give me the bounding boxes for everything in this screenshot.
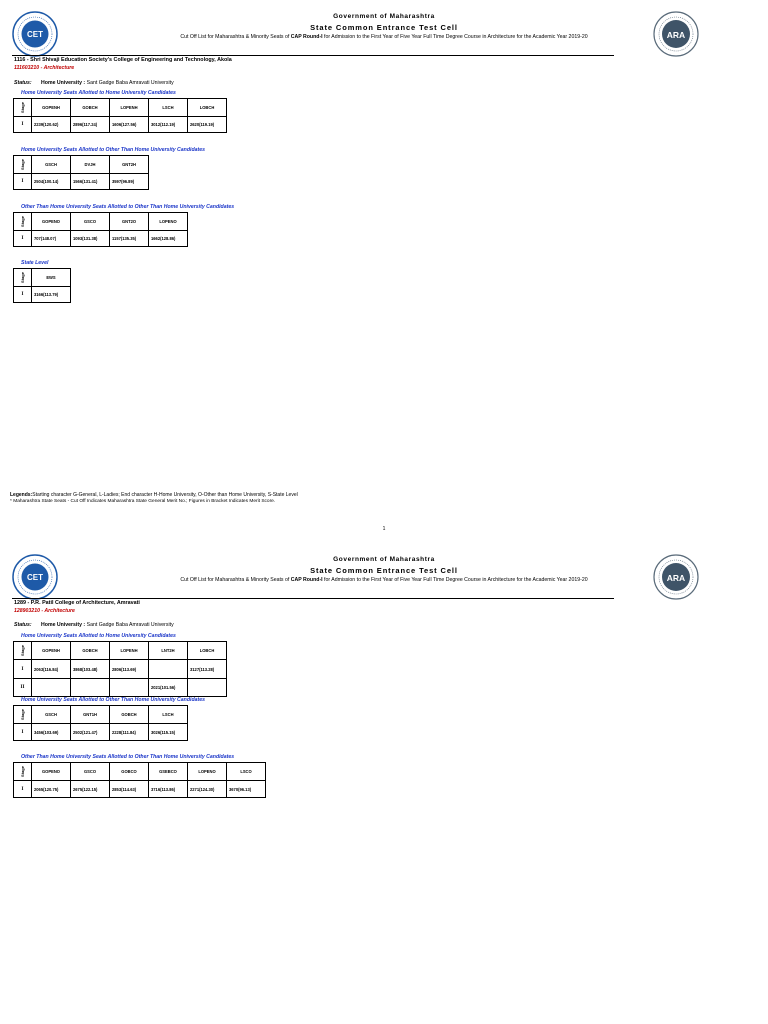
college-name: 1289 - P.R. Patil College of Architecture, Amravati	[14, 600, 140, 606]
table-header-row	[14, 213, 188, 231]
cutoff-cell: 1566(131.41)	[71, 174, 110, 190]
page-number: 1	[382, 526, 386, 532]
cutoff-table	[13, 98, 227, 133]
cutoff-cell: 3026(115.15)	[149, 724, 188, 741]
section-title: Home University Seats Allotted to Home University Candidates	[21, 90, 176, 96]
svg-text:ARA: ARA	[666, 573, 686, 583]
stage-cell: I	[14, 117, 32, 133]
cutoff-cell: 2896(117.24)	[71, 117, 110, 133]
column-header: GOBCO	[110, 763, 149, 781]
cutoff-table	[13, 641, 227, 697]
cutoff-cell: 2021(101.56)	[149, 679, 188, 697]
cutoff-cell: 1606(127.56)	[110, 117, 149, 133]
cutoff-cell: 1662(128.86)	[149, 231, 188, 247]
section-title: Other Than Home University Seats Allotted to Other Than Home University Candidates	[21, 204, 235, 210]
cutoff-cell	[110, 679, 149, 697]
page-2	[0, 545, 768, 1024]
table-row	[14, 724, 188, 741]
column-header: GOBCH	[71, 642, 110, 660]
cutoff-cell	[188, 679, 227, 697]
status-line	[14, 80, 174, 86]
cutoff-cell: 3166(113.79)	[32, 287, 71, 303]
stage-header: Stage	[14, 706, 32, 724]
stage-cell: I	[14, 660, 32, 679]
cutoff-table	[13, 212, 188, 247]
svg-text:ARA: ARA	[666, 30, 686, 40]
column-header: GOPENH	[32, 99, 71, 117]
column-header: LSCO	[227, 763, 266, 781]
cutoff-cell: 3127(113.28)	[188, 660, 227, 679]
table-header-row	[14, 269, 71, 287]
cutoff-cell: 2620(119.19)	[188, 117, 227, 133]
header-subtitle	[0, 34, 768, 40]
course-code: 111603210 - Architecture	[14, 65, 75, 71]
table-row	[14, 117, 227, 133]
home-university-label: Home University :	[41, 622, 86, 628]
table-header-row	[14, 642, 227, 660]
cutoff-cell: 2853(114.63)	[110, 781, 149, 798]
cutoff-cell: 3670(96.13)	[227, 781, 266, 798]
column-header: GOPENO	[32, 213, 71, 231]
subtitle-post: for Admission to the First Year of Five Year Full Time Degree Course in Architecture for the Academic Year 2019-20	[322, 577, 588, 583]
cutoff-table	[13, 762, 266, 798]
subtitle-round: CAP Round-I	[290, 577, 323, 583]
section-title: Other Than Home University Seats Allotted to Other Than Home University Candidates	[21, 754, 235, 760]
column-header: LOBCH	[188, 642, 227, 660]
column-header: GSCH	[32, 156, 71, 174]
column-header: GSEBCO	[149, 763, 188, 781]
cutoff-cell: 2502(121.47)	[71, 724, 110, 741]
cutoff-cell: 2675(122.15)	[71, 781, 110, 798]
column-header: LSCH	[149, 706, 188, 724]
column-header: GOPENO	[32, 763, 71, 781]
column-header: EWS	[32, 269, 71, 287]
table-row	[14, 679, 227, 697]
cutoff-cell: 3597(96.89)	[110, 174, 149, 190]
subtitle-post: for Admission to the First Year of Five Year Full Time Degree Course in Architecture for the Academic Year 2019-20	[322, 34, 588, 40]
home-university-value: Sant Gadge Baba Amravati University	[86, 622, 174, 628]
cutoff-cell: 2504(100.14)	[32, 174, 71, 190]
stage-header: Stage	[14, 763, 32, 781]
cutoff-cell: 2065(120.75)	[32, 781, 71, 798]
table-row	[14, 287, 71, 303]
legend	[10, 492, 298, 498]
column-header: GOBCH	[110, 706, 149, 724]
cutoff-cell: 3716(113.86)	[149, 781, 188, 798]
column-header: LOPENH	[110, 642, 149, 660]
cutoff-table	[13, 705, 188, 741]
status-label: Status:	[14, 622, 32, 628]
government-title: Government of Maharashtra	[333, 13, 435, 20]
stage-header: Stage	[14, 642, 32, 660]
stage-cell: I	[14, 287, 32, 303]
stage-cell: I	[14, 231, 32, 247]
table-header-row	[14, 763, 266, 781]
cutoff-table	[13, 268, 71, 303]
stage-cell: I	[14, 781, 32, 798]
cutoff-cell	[32, 679, 71, 697]
table-row	[14, 660, 227, 679]
home-university-value: Sant Gadge Baba Amravati University	[86, 80, 174, 86]
column-header: GNT1H	[71, 706, 110, 724]
table-row	[14, 781, 266, 798]
table-row	[14, 174, 149, 190]
government-title: Government of Maharashtra	[333, 556, 435, 563]
column-header: GSCO	[71, 763, 110, 781]
status-line	[14, 622, 174, 628]
cutoff-cell	[149, 660, 188, 679]
column-header: LNT2H	[149, 642, 188, 660]
column-header: GNT2O	[110, 213, 149, 231]
column-header: GNT2H	[110, 156, 149, 174]
column-header: LOPENO	[188, 763, 227, 781]
cutoff-cell: 2063(116.84)	[32, 660, 71, 679]
column-header: DVJH	[71, 156, 110, 174]
course-code: 128903210 - Architecture	[14, 608, 75, 614]
stage-cell: I	[14, 174, 32, 190]
cutoff-cell: 3868(103.48)	[71, 660, 110, 679]
home-university-label: Home University :	[41, 80, 86, 86]
column-header: LOPENH	[110, 99, 149, 117]
column-header: GOPENH	[32, 642, 71, 660]
svg-text:CET: CET	[27, 573, 43, 582]
svg-text:CET: CET	[27, 30, 43, 39]
cutoff-cell	[71, 679, 110, 697]
stage-header: Stage	[14, 269, 32, 287]
section-title: Home University Seats Allotted to Home University Candidates	[21, 633, 176, 639]
cell-title: State Common Entrance Test Cell	[310, 566, 458, 575]
column-header: LSCH	[149, 99, 188, 117]
section-title: Home University Seats Allotted to Other Than Home University Candidates	[21, 147, 206, 153]
subtitle-pre: Cut Off List for Maharashtra & Minority Seats of	[180, 34, 291, 40]
table-header-row	[14, 156, 149, 174]
cutoff-cell: 2806(113.69)	[110, 660, 149, 679]
cutoff-cell: 1157(135.35)	[110, 231, 149, 247]
cutoff-cell: 2228(111.84)	[110, 724, 149, 741]
cutoff-cell: 2239(120.62)	[32, 117, 71, 133]
legend-text: Starting character G-General, L-Ladies; End character H-Home University, O-Other than Home University, S-State Level	[32, 492, 298, 498]
status-label: Status:	[14, 80, 32, 86]
column-header: LOPENO	[149, 213, 188, 231]
column-header: GSCH	[32, 706, 71, 724]
legend-label: Legends:	[10, 492, 33, 498]
legend-note: * Maharashtra State Seats - Cut Off Indicates Maharashtra State General Merit No.; Figures in Bracket Indicates Merit Score.	[10, 499, 276, 504]
section-title: State Level	[21, 260, 49, 266]
header-divider	[12, 598, 614, 599]
table-row	[14, 231, 188, 247]
cell-title: State Common Entrance Test Cell	[310, 23, 458, 32]
college-name: 1116 - Shri Shivaji Education Society's College of Engineering and Technology, Akola	[14, 57, 232, 63]
stage-header: Stage	[14, 156, 32, 174]
header-divider	[12, 55, 614, 56]
cutoff-cell: 3456(103.69)	[32, 724, 71, 741]
subtitle-pre: Cut Off List for Maharashtra & Minority Seats of	[180, 577, 291, 583]
column-header: LOBCH	[188, 99, 227, 117]
stage-header: Stage	[14, 99, 32, 117]
cutoff-table	[13, 155, 149, 190]
cutoff-cell: 1093(131.38)	[71, 231, 110, 247]
stage-header: Stage	[14, 213, 32, 231]
table-header-row	[14, 706, 188, 724]
stage-cell: II	[14, 679, 32, 697]
column-header: GOBCH	[71, 99, 110, 117]
cutoff-cell: 3012(112.19)	[149, 117, 188, 133]
section-title: Home University Seats Allotted to Other Than Home University Candidates	[21, 697, 206, 703]
cutoff-cell: 2271(124.30)	[188, 781, 227, 798]
column-header: GSCO	[71, 213, 110, 231]
header-subtitle	[0, 577, 768, 583]
cutoff-cell: 707(148.07)	[32, 231, 71, 247]
subtitle-round: CAP Round-I	[290, 34, 323, 40]
stage-cell: I	[14, 724, 32, 741]
table-header-row	[14, 99, 227, 117]
